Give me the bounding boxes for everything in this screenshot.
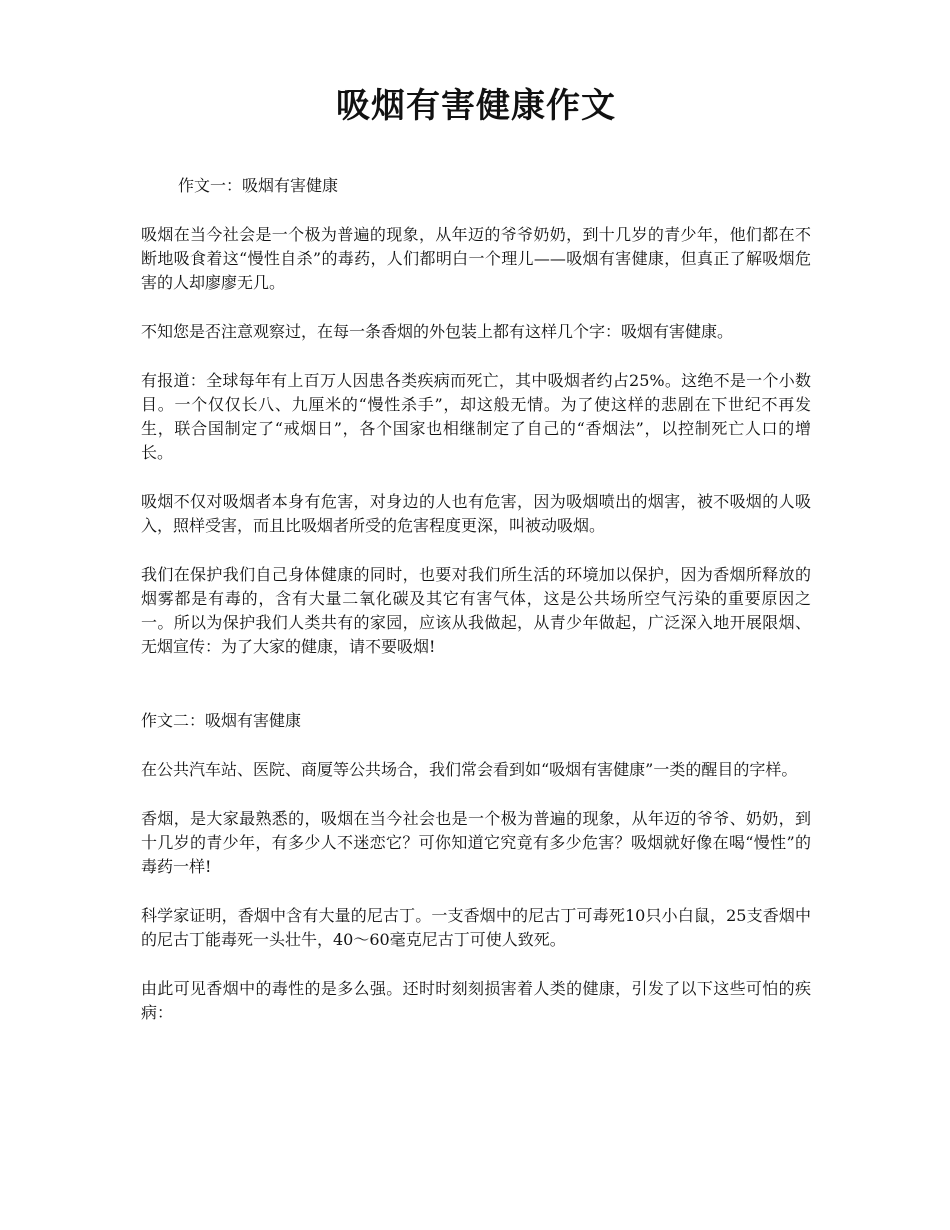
essay1-heading: 作文一：吸烟有害健康 bbox=[178, 176, 339, 195]
essay1-paragraph-2: 不知您是否注意观察过，在每一条香烟的外包装上都有这样几个字：吸烟有害健康。 bbox=[141, 322, 734, 341]
document-title: 吸烟有害健康作文 bbox=[336, 86, 616, 126]
essay2-paragraph-4: 由此可见香烟中的毒性的是多么强。还时时刻刻损害着人类的健康，引发了以下这些可怕的疾病： bbox=[141, 979, 811, 1022]
essay2-paragraph-1: 在公共汽车站、医院、商厦等公共场合，我们常会看到如“吸烟有害健康”一类的醒目的字样。 bbox=[141, 760, 798, 779]
essay1-paragraph-4: 吸烟不仅对吸烟者本身有危害，对身边的人也有危害，因为吸烟喷出的烟害，被不吸烟的人吸入，照样受害，而且比吸烟者所受的危害程度更深，叫被动吸烟。 bbox=[141, 492, 811, 535]
essay2-paragraph-3: 科学家证明，香烟中含有大量的尼古丁。一支香烟中的尼古丁可毒死10只小白鼠，25支香烟中的尼古丁能毒死一头壮牛，40～60毫克尼古丁可使人致死。 bbox=[141, 906, 811, 949]
essay1-paragraph-5: 我们在保护我们自己身体健康的同时，也要对我们所生活的环境加以保护，因为香烟所释放的烟雾都是有毒的，含有大量二氧化碳及其它有害气体，这是公共场所空气污染的重要原因之一。所以为保护我们人类共有的家园，应该从我做起，从青少年做起，广泛深入地开展限烟、无烟宣传：为了大家的健康，请不要吸烟! bbox=[141, 565, 811, 656]
essay2-heading: 作文二：吸烟有害健康 bbox=[141, 711, 302, 730]
essay1-paragraph-1: 吸烟在当今社会是一个极为普遍的现象，从年迈的爷爷奶奶，到十几岁的青少年，他们都在不断地吸食着这“慢性自杀”的毒药，人们都明白一个理儿——吸烟有害健康，但真正了解吸烟危害的人却廖廖无几。 bbox=[141, 225, 811, 292]
essay1-paragraph-3: 有报道：全球每年有上百万人因患各类疾病而死亡，其中吸烟者约占25%。这绝不是一个小数目。一个仅仅长八、九厘米的“慢性杀手”，却这般无情。为了使这样的悲剧在下世纪不再发生，联合国制定了“戒烟日”，各个国家也相继制定了自己的“香烟法”，以控制死亡人口的增长。 bbox=[141, 371, 811, 462]
essay2-paragraph-2: 香烟，是大家最熟悉的，吸烟在当今社会也是一个极为普遍的现象，从年迈的爷爷、奶奶，到十几岁的青少年，有多少人不迷恋它？可你知道它究竟有多少危害？吸烟就好像在喝“慢性”的毒药一样! bbox=[141, 809, 811, 876]
